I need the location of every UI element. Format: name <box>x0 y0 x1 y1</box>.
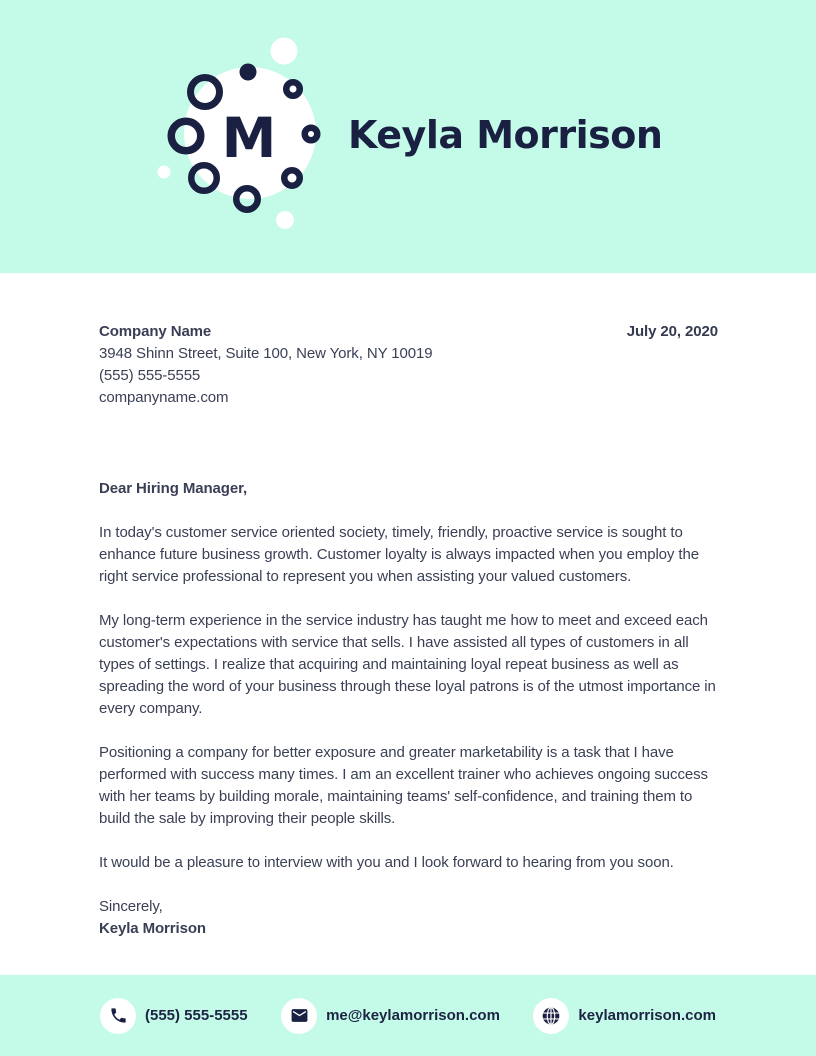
salutation: Dear Hiring Manager, <box>99 480 248 497</box>
globe-icon-circle <box>533 998 569 1034</box>
phone-icon-circle <box>100 998 136 1034</box>
footer-phone-label: (555) 555-5555 <box>145 1007 248 1024</box>
letter-paragraph: Positioning a company for better exposure and greater marketability is a task that I have performed with success many times. I am an excellent trainer who achieves ongoing success with her teams by building morale, maintaining teams' self-confidence, and training them to build the sale by improving their people skills. <box>99 744 708 827</box>
logo-letter: M <box>221 106 277 170</box>
letter-paragraph: In today's customer service oriented society, timely, friendly, proactive service is sought to enhance future business growth. Customer loyalty is always impacted when you employ the right service professional to represent you when assisting your valued customers. <box>99 524 699 585</box>
logo-white-dot-bottom <box>276 211 294 229</box>
recipient-company: Company Name <box>99 323 212 340</box>
info-row <box>99 321 718 409</box>
email-icon-circle <box>281 998 317 1034</box>
email-icon <box>290 1006 309 1025</box>
logo-white-dot-top <box>271 38 298 65</box>
letter-paragraph: It would be a pleasure to interview with you and I look forward to hearing from you soon. <box>99 854 674 871</box>
letter-paragraph: My long-term experience in the service industry has taught me how to meet and exceed each customer's expectations with service that sells. I have assisted all types of customers in all types of settings. I realize that acquiring and maintaining loyal repeat business as well as spreading the word of your business through these loyal patrons is of the utmost importance in every company. <box>99 612 716 717</box>
letterhead-header <box>0 0 816 273</box>
letter-date: July 20, 2020 <box>626 323 718 340</box>
page-title: Keyla Morrison <box>348 113 663 157</box>
letterhead-footer <box>0 975 816 1056</box>
footer-website-label: keylamorrison.com <box>578 1007 716 1024</box>
footer-email-label: me@keylamorrison.com <box>326 1007 500 1024</box>
signature-name: Keyla Morrison <box>99 920 206 937</box>
phone-icon <box>109 1006 128 1025</box>
recipient-phone: (555) 555-5555 <box>99 367 201 384</box>
closing: Sincerely, <box>99 898 163 915</box>
recipient-address: 3948 Shinn Street, Suite 100, New York, NY 10019 <box>99 345 433 362</box>
logo-ring <box>236 188 258 210</box>
contact-phone <box>100 998 248 1034</box>
recipient-block <box>99 321 433 409</box>
brand-logo <box>148 33 332 237</box>
letter-content <box>0 273 816 940</box>
recipient-website: companyname.com <box>99 389 229 406</box>
contact-website <box>533 998 716 1034</box>
contact-email <box>281 998 500 1034</box>
logo-white-dot-left <box>158 166 171 179</box>
globe-icon <box>541 1006 561 1026</box>
logo-navy-dot <box>240 64 257 81</box>
